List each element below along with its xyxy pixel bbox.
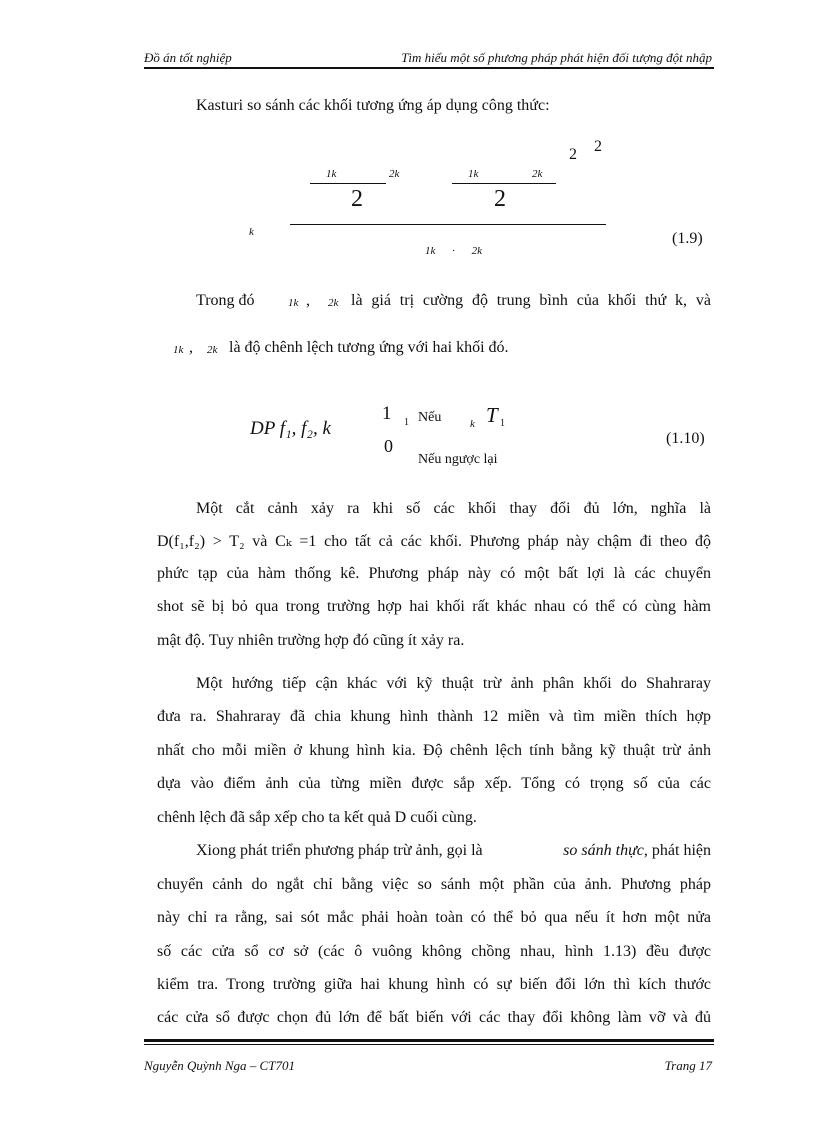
- symbol-sigma-2k: 2k: [207, 344, 218, 356]
- p3-line-1-end: , phát hiện: [643, 842, 711, 859]
- symbol-comma: ,: [306, 292, 310, 309]
- eq19-number: (1.9): [672, 230, 703, 247]
- eq110-number: (1.10): [666, 430, 705, 447]
- eq110-small-one: 1: [404, 417, 409, 428]
- header-right: Tìm hiểu một số phương pháp phát hiện đối tượng đột nhập: [401, 50, 712, 65]
- eq19-n2-b: 2k: [532, 168, 543, 180]
- eq19-fraction-bar: [290, 224, 606, 225]
- p3-emphasis: so sánh thực: [563, 842, 644, 859]
- eq110-threshold-sub: 1: [500, 418, 505, 429]
- p3-line-2: chuyển cảnh do ngắt chỉ bằng việc so sánh một phần của ảnh. Phương pháp: [157, 876, 711, 893]
- trong-do-text: là giá trị cường độ trung bình của khối thứ k, và: [351, 292, 711, 309]
- p1-line-5: mật độ. Tuy nhiên trường hợp đó cũng ít xảy ra.: [157, 632, 465, 649]
- eq19-exponent-small: 2: [569, 146, 577, 163]
- p1-line-4: shot sẽ bị bỏ qua trong trường hợp hai khối rất khác nhau có thể có cùng hàm: [157, 598, 711, 615]
- symbol-mu-1k: 1k: [288, 297, 299, 309]
- eq19-denominator: 1k · 2k: [425, 245, 483, 257]
- header-rule: [144, 67, 714, 69]
- eq110-otherwise: Nếu ngược lại: [418, 452, 498, 467]
- p2-line-2: đưa ra. Shahraray đã chia khung hình thành 12 miền và tìm miền thích hợp: [157, 708, 711, 725]
- intro-line: Kasturi so sánh các khối tương ứng áp dụng công thức:: [196, 97, 550, 114]
- p2-line-5: chênh lệch đã sắp xếp cho ta kết quả D cuối cùng.: [157, 809, 477, 826]
- eq110-k: k: [470, 418, 475, 430]
- symbol-sigma-1k: 1k: [173, 344, 184, 356]
- footer-author: Nguyễn Quỳnh Nga – CT701: [144, 1058, 295, 1073]
- p3-line-1-start: Xiong phát triển phương pháp trừ ảnh, gọi là: [196, 842, 483, 859]
- footer-rule-thick: [144, 1039, 714, 1042]
- eq19-exponent-big: 2: [594, 138, 602, 155]
- p2-line-1: Một hướng tiếp cận khác với kỹ thuật trừ ảnh phân khối do Shahraray: [196, 675, 711, 692]
- p1-line-3: phức tạp của hàm thống kê. Phương pháp này có một bất lợi là các chuyển: [157, 565, 711, 582]
- p3-line-1: [196, 842, 711, 860]
- eq19-bar2: [452, 183, 556, 184]
- trong-do-line2: là độ chênh lệch tương ứng với hai khối đó.: [229, 339, 509, 356]
- eq19-bar1: [310, 183, 386, 184]
- symbol-comma-2: ,: [189, 339, 193, 356]
- eq110-zero: 0: [384, 436, 393, 456]
- p3-line-5: kiểm tra. Trong trường giữa hai khung hình có sự biến đổi lớn thì kích thước: [157, 976, 711, 993]
- trong-do-label: Trong đó: [196, 292, 255, 309]
- p2-line-4: dựa vào điểm ảnh của từng miền được sắp xếp. Tổng có trọng số của các: [157, 775, 711, 792]
- footer-rule-thin: [144, 1044, 714, 1045]
- eq19-big2-right: 2: [494, 186, 506, 212]
- eq19-big2-left: 2: [351, 186, 363, 212]
- p3-line-3: này chỉ ra rằng, sai sót mắc phải hoàn toàn có thể bỏ qua nếu ít hơn một nửa: [157, 909, 711, 926]
- p3-line-4: số các cửa sổ cơ sở (các ô vuông không chồng nhau, hình 1.13) đều được: [157, 943, 711, 960]
- p2-line-3: nhất cho mỗi miền ở khung hình kia. Độ chênh lệch tính bằng kỹ thuật trừ ảnh: [157, 742, 711, 759]
- eq19-n1-a: 1k: [326, 168, 337, 180]
- p1-line-1: Một cắt cảnh xảy ra khi số các khối thay đổi đủ lớn, nghĩa là: [196, 500, 711, 517]
- eq110-lhs: DP f₁, f₂, k: [250, 418, 331, 439]
- symbol-mu-2k: 2k: [328, 297, 339, 309]
- eq110-if: Nếu: [418, 410, 442, 425]
- header-left: Đồ án tốt nghiệp: [144, 50, 232, 65]
- p3-line-1-tail: [563, 842, 711, 860]
- eq110-threshold: T: [486, 403, 498, 427]
- p3-line-6: các cửa sổ được chọn đủ lớn để bất biến với các thay đổi không làm vỡ và đủ: [157, 1009, 711, 1026]
- eq19-lhs-k: k: [249, 226, 254, 238]
- eq110-one: 1: [382, 403, 392, 424]
- p1-line-2: D(f₁,f₂) > T₂ và Cₖ =1 cho tất cả các khối. Phương pháp này chậm đi theo độ: [157, 533, 711, 550]
- footer-page-number: Trang 17: [664, 1058, 712, 1073]
- eq19-n2-a: 1k: [468, 168, 479, 180]
- eq19-n1-b: 2k: [389, 168, 400, 180]
